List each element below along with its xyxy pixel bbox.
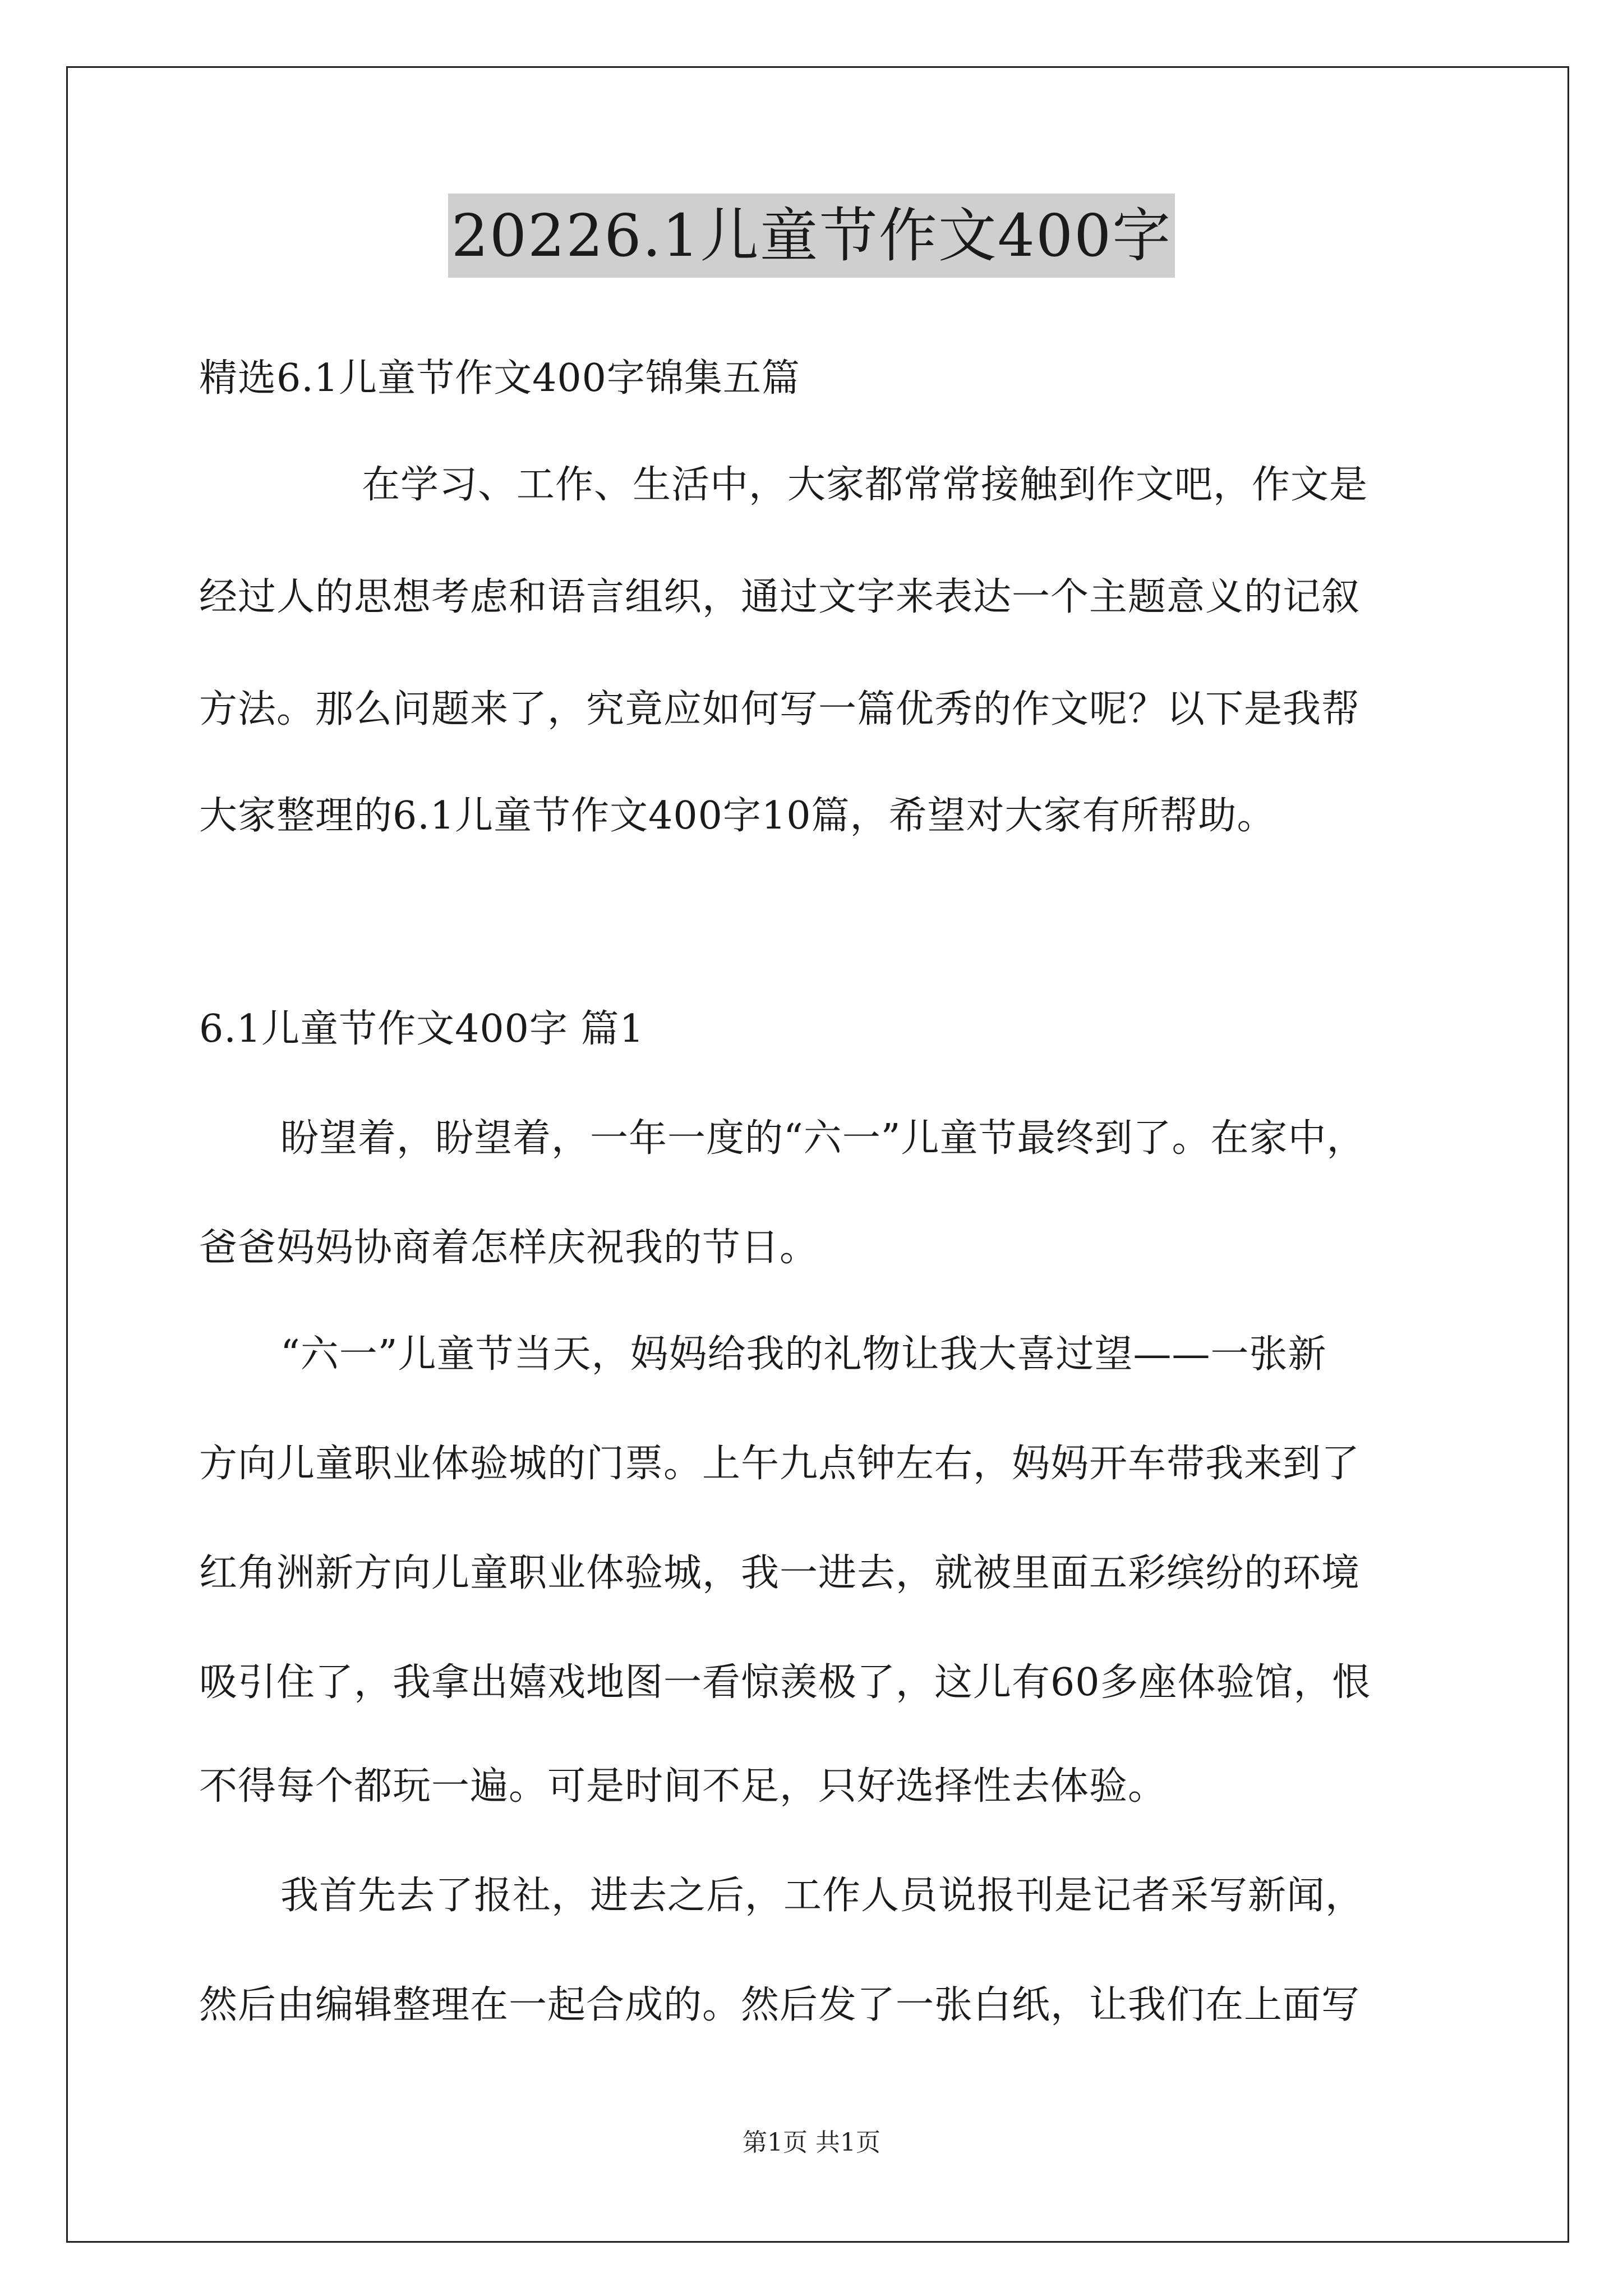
intro-line: 经过人的思想考虑和语言组织，通过文字来表达一个主题意义的记叙 <box>199 575 1361 619</box>
body-line: 吸引住了，我拿出嬉戏地图一看惊羡极了，这儿有60多座体验馆，恨 <box>199 1660 1371 1705</box>
document-title: 20226.1儿童节作文400字 <box>448 194 1175 278</box>
body-line: 不得每个都玩一遍。可是时间不足，只好选择性去体验。 <box>199 1764 1167 1809</box>
intro-line: 方法。那么问题来了，究竟应如何写一篇优秀的作文呢？以下是我帮 <box>199 687 1361 731</box>
body-line: 盼望着，盼望着，一年一度的“六一”儿童节最终到了。在家中， <box>280 1116 1366 1161</box>
body-line: 然后由编辑整理在一起合成的。然后发了一张白纸，让我们在上面写 <box>199 1983 1361 2027</box>
body-line: 方向儿童职业体验城的门票。上午九点钟左右，妈妈开车带我来到了 <box>199 1442 1361 1486</box>
section-heading: 6.1儿童节作文400字 篇1 <box>199 1007 644 1051</box>
body-line: 我首先去了报社，进去之后，工作人员说报刊是记者采写新闻， <box>280 1874 1364 1918</box>
document-subtitle: 精选6.1儿童节作文400字锦集五篇 <box>199 356 800 401</box>
body-line: 红角洲新方向儿童职业体验城，我一进去，就被里面五彩缤纷的环境 <box>199 1551 1361 1595</box>
body-line: 爸爸妈妈协商着怎样庆祝我的节日。 <box>199 1226 819 1270</box>
intro-line: 大家整理的6.1儿童节作文400字10篇，希望对大家有所帮助。 <box>199 794 1276 838</box>
body-line: “六一”儿童节当天，妈妈给我的礼物让我大喜过望——一张新 <box>280 1332 1327 1377</box>
intro-line: 在学习、工作、生活中，大家都常常接触到作文吧，作文是 <box>362 463 1368 507</box>
title-container <box>0 194 1623 278</box>
page-footer: 第1页 共1页 <box>743 2128 880 2157</box>
